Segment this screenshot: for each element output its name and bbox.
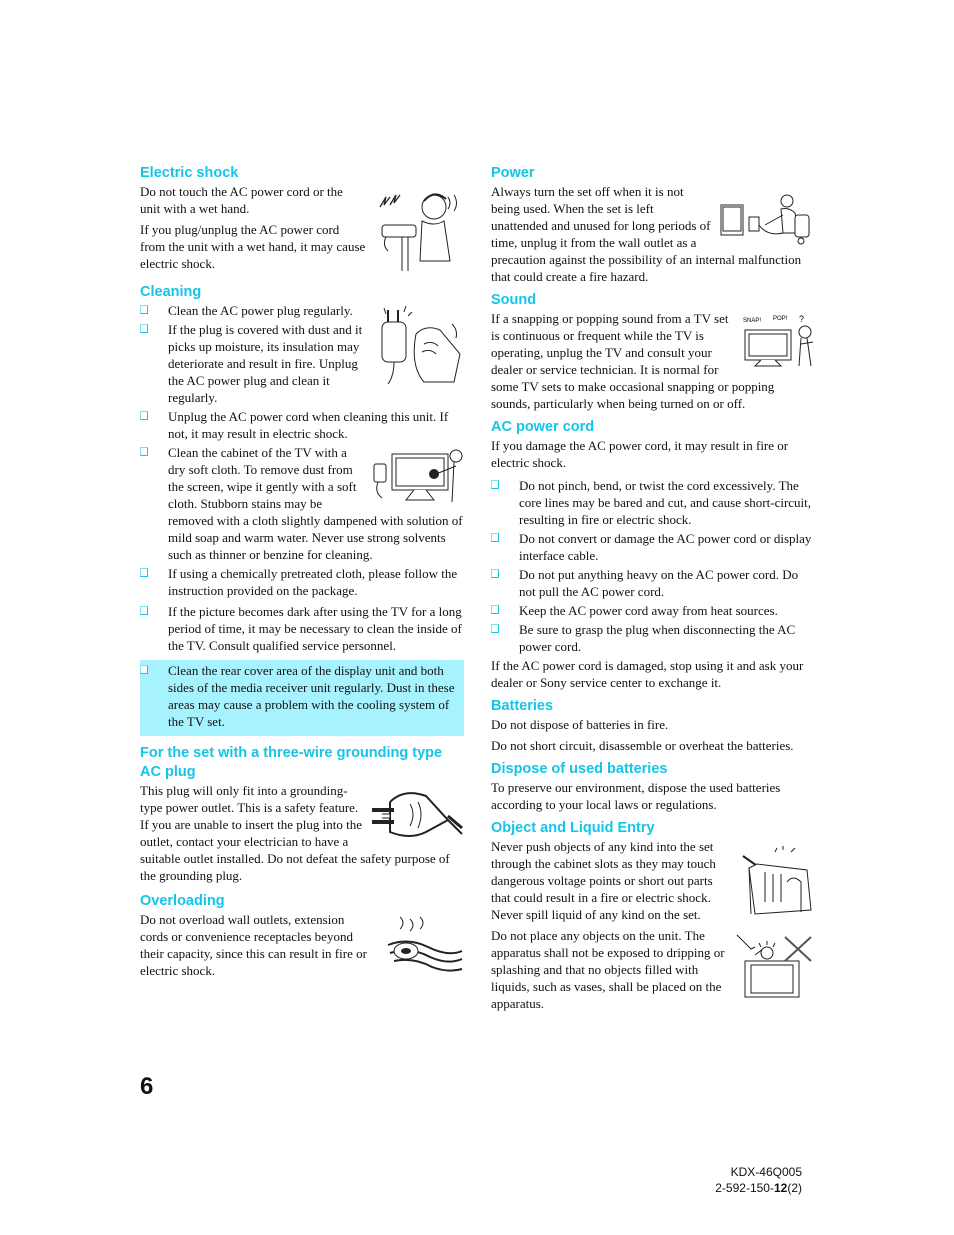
paragraph: This plug will only fit into a grounding-type power outlet. This is a safety feature. If you are unable to insert the plug into the outlet, contact your electrician to have a suitable outlet installed. Do not defeat the safety purpose of the grounding plug.	[140, 783, 450, 883]
model-number: KDX-46Q005	[730, 1165, 802, 1179]
overloaded-outlet-illustration	[380, 913, 464, 975]
section-title: Overloading	[140, 893, 225, 909]
paragraph: If a snapping or popping sound from a TV set is continuous or frequent while the TV is operating, unplug the TV and consult your dealer or service technician. It is normal for some TV sets to make occasional snapping or popping sounds, particularly when being turned on or off.	[491, 311, 775, 411]
paragraph: If the AC power cord is damaged, stop using it and ask your dealer or Sony service center to exchange it.	[491, 658, 804, 690]
section-cleaning	[140, 283, 464, 736]
section-batteries	[491, 697, 815, 754]
wiping-tv-illustration	[370, 446, 464, 504]
right-column	[491, 164, 815, 1018]
paragraph: Do not short circuit, disassemble or overheat the batteries.	[491, 738, 794, 753]
list-item: Keep the AC power cord away from heat sources.	[491, 602, 815, 619]
list-item: Clean the cabinet of the TV with a dry soft cloth. To remove dust from the screen, wipe it gently with a soft cloth. Stubborn stains may be removed with a cloth slightly dampened with solution of mild soap and warm water. Never use strong solvents such as thinner or benzine for cleaning.	[140, 444, 464, 563]
section-title: Electric shock	[140, 165, 239, 181]
section-power	[491, 164, 815, 285]
list-item: Do not put anything heavy on the AC power cord. Do not pull the AC power cord.	[491, 566, 815, 600]
cleaning-list	[140, 302, 464, 654]
paragraph: Always turn the set off when it is not being used. When the set is left unattended and unused for long periods of time, unplug it from the wall outlet as a precaution against the possibility of an internal malfunction that could create a fire hazard.	[491, 184, 802, 284]
paragraph: Do not touch the AC power cord or the unit with a wet hand.	[140, 184, 343, 216]
list-item: Be sure to grasp the plug when disconnecting the AC power cord.	[491, 621, 815, 655]
section-title: AC power cord	[491, 419, 595, 435]
wet-hand-shock-illustration	[372, 185, 464, 275]
part-number: 2-592-150-12(2)	[715, 1181, 802, 1195]
section-title: Cleaning	[140, 284, 202, 300]
list-item: Do not pinch, bend, or twist the cord excessively. The core lines may be bared and cut, and cause short-circuit, resulting in fire or electric shock.	[491, 477, 815, 528]
section-ac-power-cord	[491, 418, 815, 691]
section-sound	[491, 291, 815, 412]
svg-text:?: ?	[799, 314, 805, 324]
list-item: If the picture becomes dark after using the TV for a long period of time, it may be necessary to clean the inside of the TV. Consult qualified service personnel.	[140, 603, 464, 654]
list-item: If using a chemically pretreated cloth, please follow the instruction provided on the package.	[140, 565, 464, 599]
object-entry-illustration	[735, 846, 815, 918]
paragraph: If you plug/unplug the AC power cord from the unit with a wet hand, it may cause electric shock.	[140, 222, 366, 271]
section-grounding-plug	[140, 744, 464, 884]
section-title: Power	[491, 165, 535, 181]
list-item: Clean the rear cover area of the display unit and both sides of the media receiver unit regularly. Dust in these areas may cause a problem with the cooling system of the TV set.	[140, 662, 464, 730]
snapping-tv-illustration	[741, 312, 815, 368]
ac-cord-list	[491, 477, 815, 655]
grounding-plug-illustration	[370, 784, 464, 848]
list-item: If the plug is covered with dust and it picks up moisture, its insulation may deteriorate and result in fire. Unplug the AC power plug and clean it regularly.	[140, 321, 464, 406]
snap-label: SNAP!	[743, 318, 762, 324]
section-title: Sound	[491, 292, 537, 308]
no-objects-on-unit-illustration	[735, 931, 815, 1003]
section-electric-shock	[140, 164, 464, 277]
section-title: Batteries	[491, 698, 554, 714]
highlighted-note	[140, 660, 464, 736]
section-title: For the set with a three-wire grounding type AC plug	[140, 745, 443, 780]
paragraph: If you damage the AC power cord, it may result in fire or electric shock.	[491, 438, 789, 470]
section-dispose-batteries	[491, 760, 815, 813]
footer	[715, 1164, 802, 1196]
paragraph: Do not place any objects on the unit. The apparatus shall not be exposed to dripping or splashing and that no objects filled with liquids, such as vases, shall be placed on the apparatus.	[491, 928, 725, 1011]
paragraph: Do not dispose of batteries in fire.	[491, 717, 669, 732]
page-number: 6	[140, 1073, 154, 1100]
left-column	[140, 164, 464, 985]
paragraph: Do not overload wall outlets, extension cords or convenience receptacles beyond their capacity, since this can result in fire or electric shock.	[140, 912, 367, 978]
pop-label: POP!	[773, 316, 788, 322]
list-item: Unplug the AC power cord when cleaning this unit. If not, it may result in electric shock.	[140, 408, 464, 442]
paragraph: To preserve our environment, dispose the used batteries according to your local laws or regulations.	[491, 780, 781, 812]
unplugging-illustration	[719, 191, 815, 247]
list-item: Do not convert or damage the AC power cord or display interface cable.	[491, 530, 815, 564]
section-title: Dispose of used batteries	[491, 761, 668, 777]
paragraph: Never push objects of any kind into the set through the cabinet slots as they may touch dangerous voltage points or short out parts that could result in a fire or electric shock. Never spill liquid of any kind on the set.	[491, 839, 716, 922]
section-object-liquid	[491, 819, 815, 1012]
list-item: Clean the AC power plug regularly.	[140, 302, 464, 319]
section-title: Object and Liquid Entry	[491, 820, 655, 836]
section-overloading	[140, 892, 464, 979]
